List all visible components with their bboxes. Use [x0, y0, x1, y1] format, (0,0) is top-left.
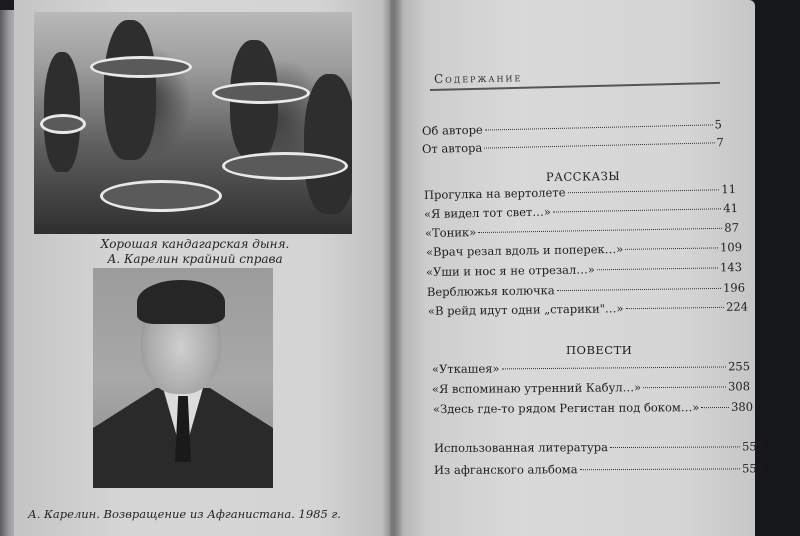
toc-entry-title: Верблюжья колючка: [426, 283, 555, 299]
toc-entry-title: «Уши и нос я не отрезал…»: [425, 262, 595, 279]
toc-entry-page: 5: [714, 117, 723, 132]
photo1-caption-line1: Хорошая кандагарская дыня.: [100, 237, 290, 251]
photo1-caption: [40, 237, 350, 267]
toc-leader-dots: [557, 288, 721, 291]
photo-melon-slice: [222, 152, 348, 180]
toc-entry[interactable]: [434, 461, 764, 477]
toc-entry-title: Из афганского альбома: [433, 462, 578, 477]
toc-leader-dots: [580, 468, 740, 470]
toc-entry[interactable]: [432, 379, 750, 396]
toc-entry-page: 255: [727, 359, 751, 374]
toc-leader-dots: [625, 247, 718, 249]
toc-entry-title: «Тоник»: [424, 225, 477, 240]
background-table: [755, 0, 800, 536]
toc-entry-title: «Уткашея»: [431, 361, 500, 376]
toc-entry-page: 11: [721, 182, 737, 197]
photo-melon-slice: [100, 180, 222, 212]
photo-melon-slice: [90, 56, 192, 78]
toc-entry-title: Прогулка на вертолете: [423, 185, 566, 202]
toc-entry-title: Использованная литература: [433, 440, 608, 455]
photo-person: [104, 20, 156, 160]
toc-leader-dots: [597, 267, 718, 270]
toc-entry[interactable]: [432, 359, 750, 376]
toc-leader-dots: [502, 366, 727, 369]
toc-entry-page: 308: [727, 379, 751, 394]
toc-entry-title: «Врач резал вдоль и поперек…»: [425, 241, 624, 259]
photo-person: [304, 74, 352, 214]
toc-entry[interactable]: [434, 439, 764, 455]
photo-portrait: [93, 268, 273, 488]
stories-heading: РАССКАЗЫ: [545, 168, 621, 184]
toc-entry-page: 7: [716, 135, 725, 150]
toc-entry-page: 87: [724, 220, 740, 235]
toc-entry-page: 557: [742, 461, 765, 476]
toc-entry-page: 380: [730, 399, 754, 414]
toc-leader-dots: [567, 189, 719, 193]
toc-entry-title: «В рейд идут одни „старики"…»: [427, 301, 624, 318]
toc-leader-dots: [553, 208, 721, 212]
toc-entry[interactable]: [433, 400, 753, 416]
novellas-heading: ПОВЕСТИ: [566, 343, 633, 357]
toc-leader-dots: [701, 407, 729, 408]
photo2-caption: А. Карелин. Возвращение из Афганистана. 1985 г.: [28, 507, 341, 521]
photo-person: [44, 52, 80, 172]
toc-entry-page: 41: [723, 200, 739, 216]
toc-leader-dots: [610, 446, 740, 448]
toc-entry-page: 143: [719, 260, 743, 275]
toc-entry-title: Об авторе: [421, 122, 483, 138]
photo1-caption-line2: А. Карелин крайний справа: [107, 252, 283, 266]
book-gutter: [382, 0, 404, 536]
toc-entry-page: 196: [722, 280, 746, 295]
toc-leader-dots: [478, 228, 722, 233]
toc-entry-title: «Здесь где-то рядом Регистан под боком…»: [432, 400, 700, 416]
toc-leader-dots: [626, 307, 724, 309]
toc-entry-page: 224: [725, 299, 749, 314]
toc-entry-page: 109: [719, 240, 743, 255]
photo-melon-eating: [34, 12, 352, 234]
toc-entry-page: 555: [742, 439, 765, 454]
toc-entry-title: «Я вспоминаю утренний Кабул…»: [431, 380, 642, 396]
toc-leader-dots: [485, 124, 713, 130]
toc-leader-dots: [484, 142, 714, 148]
contents-title: Содержание: [433, 70, 523, 86]
toc-leader-dots: [643, 386, 726, 388]
photo-melon-slice: [212, 82, 310, 104]
photo-melon-slice: [40, 114, 86, 134]
toc-entry-title: «Я видел тот свет…»: [423, 204, 552, 221]
photo-hair: [137, 280, 225, 324]
toc-entry-title: От автора: [421, 140, 483, 156]
